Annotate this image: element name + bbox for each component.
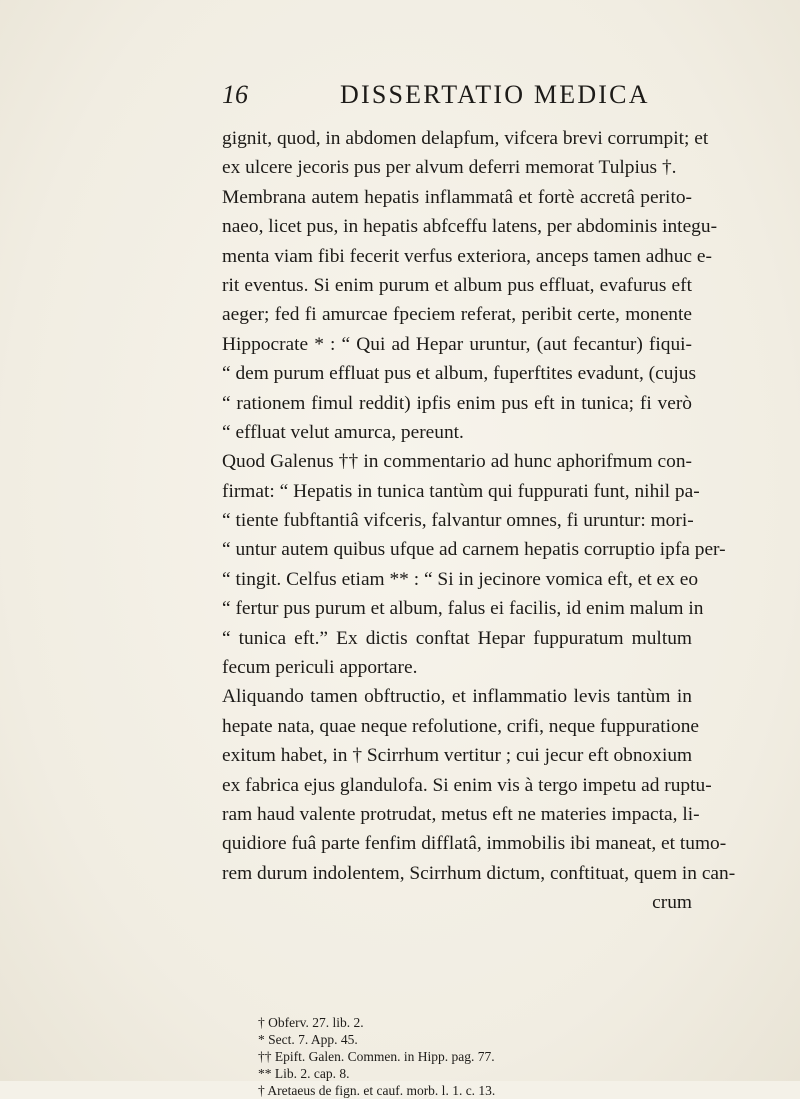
- text-line: quidiore fuâ parte fenfim difflatâ, immobilis ibi maneat, et tumo-: [222, 833, 727, 855]
- page-header: [222, 80, 692, 116]
- text-line: “ tingit. Celfus etiam ** : “ Si in jecinore vomica eft, et ex eo: [222, 568, 699, 590]
- text-line: firmat: “ Hepatis in tunica tantùm qui fuppurati funt, nihil pa-: [222, 480, 700, 502]
- footnote: † Aretaeus de fign. et cauf. morb. l. 1. c. 13.: [258, 1083, 496, 1098]
- text-line: “ dem purum effluat pus et album, fuperftites evadunt, (cujus: [222, 363, 697, 385]
- text-line: “ tiente fubftantiâ vifceris, falvantur omnes, fi uruntur: mori-: [222, 510, 694, 532]
- footnotes: [258, 1014, 678, 1099]
- page-number: 16: [222, 80, 248, 109]
- catchword: crum: [652, 892, 692, 914]
- text-line: Membrana autem hepatis inflammatâ et fortè accretâ perito-: [222, 186, 692, 208]
- text-line: menta viam fibi fecerit verfus exteriora, anceps tamen adhuc e-: [222, 245, 712, 267]
- text-line: “ rationem fimul reddit) ipfis enim pus eft in tunica; fi verò: [222, 392, 692, 414]
- text-line: rit eventus. Si enim purum et album pus effluat, evafurus eft: [222, 274, 692, 296]
- text-line: ram haud valente protrudat, metus eft ne materies impacta, li-: [222, 803, 700, 825]
- text-line: naeo, licet pus, in hepatis abfceffu latens, per abdominis integu-: [222, 216, 718, 238]
- footnote: ** Lib. 2. cap. 8.: [258, 1066, 350, 1081]
- text-line: exitum habet, in † Scirrhum vertitur ; cui jecur eft obnoxium: [222, 745, 693, 767]
- text-line: Hippocrate * : “ Qui ad Hepar uruntur, (aut fecantur) fiqui-: [222, 333, 692, 355]
- text-line: Aliquando tamen obftructio, et inflammatio levis tantùm in: [222, 686, 692, 708]
- body-text: [222, 124, 736, 918]
- footnote: †† Epift. Galen. Commen. in Hipp. pag. 77.: [258, 1049, 495, 1064]
- text-line: ex ulcere jecoris pus per alvum deferri memorat Tulpius †.: [222, 157, 677, 179]
- text-line: gignit, quod, in abdomen delapfum, vifcera brevi corrumpit; et: [222, 128, 709, 149]
- text-line: rem durum indolentem, Scirrhum dictum, conftituat, quem in can-: [222, 862, 736, 884]
- text-line: fecum periculi apportare.: [222, 657, 418, 679]
- text-line: “ fertur pus purum et album, falus ei facilis, id enim malum in: [222, 598, 704, 620]
- text-line: hepate nata, quae neque refolutione, crifi, neque fuppuratione: [222, 715, 700, 737]
- text-line: “ tunica eft.” Ex dictis conftat Hepar fuppuratum multum: [222, 627, 692, 649]
- text-line: Quod Galenus †† in commentario ad hunc aphorifmum con-: [222, 451, 692, 473]
- text-line: “ untur autem quibus ufque ad carnem hepatis corruptio ipfa per-: [222, 539, 726, 561]
- footnote: † Obferv. 27. lib. 2.: [258, 1015, 364, 1030]
- running-title: DISSERTATIO MEDICA: [340, 80, 650, 109]
- text-line: ex fabrica ejus glandulofa. Si enim vis à tergo impetu ad ruptu-: [222, 774, 712, 796]
- text-line: “ effluat velut amurca, pereunt.: [222, 421, 464, 443]
- footnote: * Sect. 7. App. 45.: [258, 1032, 358, 1047]
- text-line: aeger; fed fi amurcae fpeciem referat, peribit certe, monente: [222, 304, 692, 326]
